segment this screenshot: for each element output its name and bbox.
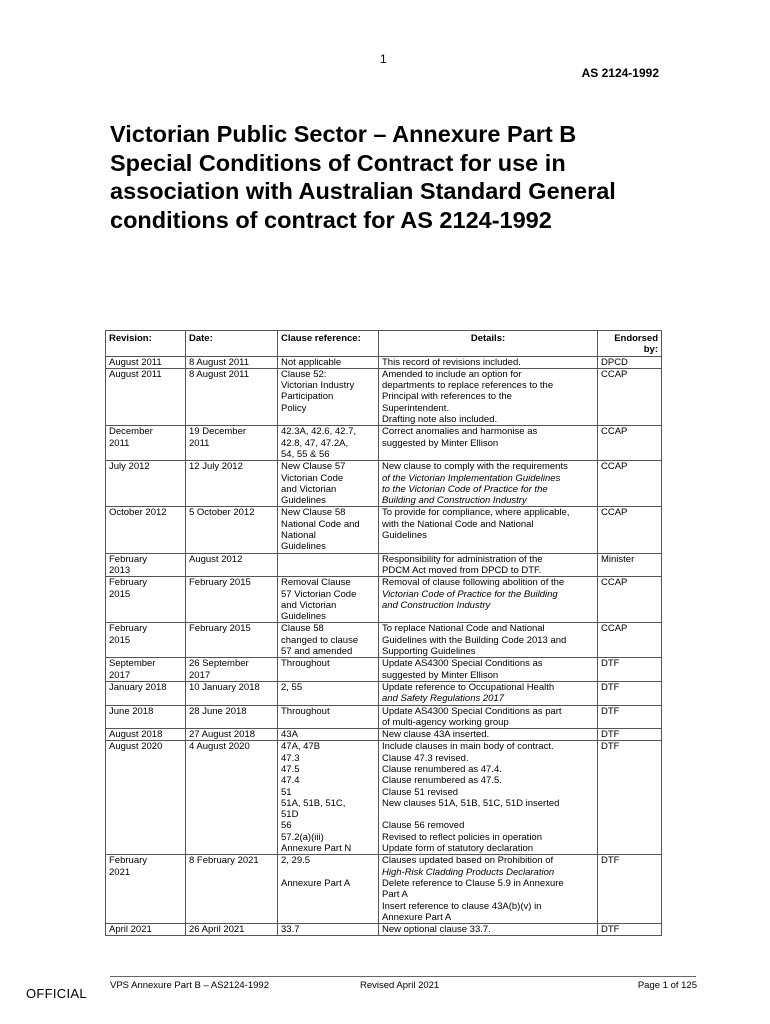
table-row: [106, 368, 662, 425]
cell-line: 42.8, 47, 47.2A,: [281, 437, 349, 449]
cell-line: [281, 867, 375, 878]
cell-line: 2021: [109, 866, 131, 878]
cell-line: Responsibility for administration of the: [382, 553, 543, 565]
cell-line: Clauses updated based on Prohibition of: [382, 855, 554, 867]
cell-line: 2, 55: [281, 681, 303, 693]
cell-line: Building and Construction Industry: [382, 495, 527, 507]
cell-line: 2017: [109, 669, 131, 681]
cell-clause-reference: [278, 623, 379, 658]
cell-line: 47.4: [281, 775, 300, 787]
cell-line: July 2012: [109, 461, 150, 473]
cell-clause-reference: [278, 356, 379, 368]
cell-line: and Safety Regulations 2017: [382, 693, 505, 705]
cell-line: June 2018: [109, 705, 154, 717]
cell-line: February 2015: [189, 577, 251, 589]
cell-line: Update form of statutory declaration: [382, 843, 534, 855]
cell-details: [379, 577, 598, 623]
cell-details: [379, 507, 598, 553]
cell-date: [186, 855, 278, 924]
revision-table: [105, 330, 662, 936]
cell-date: [186, 356, 278, 368]
cell-line: 19 December: [189, 426, 247, 438]
cell-revision: [106, 577, 186, 623]
cell-line: of multi-agency working group: [382, 716, 509, 728]
cell-line: Policy: [281, 402, 307, 414]
cell-line: 27 August 2018: [189, 729, 256, 741]
cell-date: [186, 658, 278, 682]
cell-line: Annexure Part A: [382, 911, 452, 923]
cell-endorsed-by: DTF: [598, 681, 662, 705]
cell-endorsed-by: DTF: [598, 855, 662, 924]
cell-line: 57 Victorian Code: [281, 588, 357, 600]
table-row: [106, 461, 662, 507]
cell-line: To replace National Code and National: [382, 623, 545, 635]
cell-endorsed-by: DTF: [598, 705, 662, 729]
cell-clause-reference: [278, 855, 379, 924]
cell-line: Clause renumbered as 47.4.: [382, 763, 502, 775]
cell-details: [379, 924, 598, 936]
cell-line: Victorian Industry: [281, 380, 355, 392]
cell-line: Supporting Guidelines: [382, 646, 476, 658]
cell-details: [379, 461, 598, 507]
cell-line: Annexure Part A: [281, 877, 351, 889]
cell-line: Not applicable: [281, 356, 342, 368]
cell-line: 12 July 2012: [189, 461, 243, 473]
cell-endorsed-by: CCAP: [598, 426, 662, 461]
cell-date: [186, 681, 278, 705]
cell-line: 4 August 2020: [189, 741, 250, 753]
footer-document-name: VPS Annexure Part B – AS2124-1992: [110, 980, 269, 991]
cell-line: to the Victorian Code of Practice for the: [382, 483, 548, 495]
cell-line: February: [109, 623, 148, 635]
cell-line: Part A: [382, 889, 408, 901]
cell-endorsed-by: DTF: [598, 741, 662, 855]
cell-endorsed-by: DTF: [598, 924, 662, 936]
cell-endorsed-by: DTF: [598, 729, 662, 741]
cell-line: 28 June 2018: [189, 705, 247, 717]
cell-line: Clause 51 revised: [382, 786, 459, 798]
cell-line: Throughout: [281, 705, 330, 717]
cell-line: 51D: [281, 809, 299, 821]
cell-line: New clauses 51A, 51B, 51C, 51D inserted: [382, 797, 560, 809]
cell-line: and Victorian: [281, 483, 337, 495]
header-details: Details:: [379, 331, 598, 357]
cell-line: and Victorian: [281, 599, 337, 611]
cell-clause-reference: [278, 426, 379, 461]
cell-date: [186, 553, 278, 577]
cell-date: [186, 461, 278, 507]
cell-date: [186, 426, 278, 461]
cell-details: [379, 368, 598, 425]
cell-line: suggested by Minter Ellison: [382, 437, 499, 449]
cell-line: 43A: [281, 729, 298, 741]
cell-line: Clause 47.3 revised.: [382, 752, 469, 764]
cell-line: departments to replace references to the: [382, 380, 554, 392]
cell-line: 51A, 51B, 51C,: [281, 797, 346, 809]
cell-line: PDCM Act moved from DPCD to DTF.: [382, 564, 542, 576]
cell-line: 2011: [189, 437, 210, 449]
cell-line: 8 February 2021: [189, 855, 259, 867]
cell-line: 2013: [109, 564, 131, 576]
cell-line: Amended to include an option for: [382, 368, 522, 380]
cell-details: [379, 623, 598, 658]
table-row: [106, 729, 662, 741]
document-code: AS 2124-1992: [581, 66, 659, 80]
cell-line: suggested by Minter Ellison: [382, 669, 499, 681]
cell-line: August 2012: [189, 553, 243, 565]
table-row: [106, 855, 662, 924]
cell-details: [379, 356, 598, 368]
cell-line: National Code and: [281, 518, 360, 530]
cell-details: [379, 426, 598, 461]
table-row: [106, 553, 662, 577]
cell-line: Principal with references to the: [382, 391, 512, 403]
cell-endorsed-by: CCAP: [598, 507, 662, 553]
cell-revision: [106, 741, 186, 855]
cell-revision: [106, 368, 186, 425]
cell-line: 47.3: [281, 752, 300, 764]
cell-line: 57 and amended: [281, 646, 353, 658]
cell-endorsed-by: Minister: [598, 553, 662, 577]
cell-clause-reference: [278, 705, 379, 729]
cell-endorsed-by: CCAP: [598, 623, 662, 658]
cell-line: August 2020: [109, 741, 163, 753]
cell-line: 2015: [109, 588, 131, 600]
cell-line: Clause 52:: [281, 368, 327, 380]
cell-line: Removal Clause: [281, 577, 351, 589]
cell-details: [379, 741, 598, 855]
cell-endorsed-by: DPCD: [598, 356, 662, 368]
cell-line: National: [281, 530, 316, 542]
cell-line: August 2011: [109, 368, 162, 380]
cell-line: 33.7: [281, 924, 300, 936]
cell-line: Include clauses in main body of contract.: [382, 741, 554, 753]
cell-details: [379, 705, 598, 729]
cell-details: [379, 658, 598, 682]
cell-endorsed-by: DTF: [598, 658, 662, 682]
cell-line: Correct anomalies and harmonise as: [382, 426, 538, 438]
cell-line: of the Victorian Implementation Guidelines: [382, 472, 561, 484]
cell-line: Guidelines with the Building Code 2013 and: [382, 634, 567, 646]
table-row: [106, 658, 662, 682]
cell-date: [186, 368, 278, 425]
cell-revision: [106, 507, 186, 553]
cell-revision: [106, 855, 186, 924]
footer-page-count: Page 1 of 125: [637, 980, 697, 991]
cell-date: [186, 741, 278, 855]
cell-line: October 2012: [109, 507, 167, 519]
cell-line: 47.5: [281, 763, 300, 775]
cell-clause-reference: [278, 577, 379, 623]
cell-line: This record of revisions included.: [382, 356, 521, 368]
cell-clause-reference: [278, 741, 379, 855]
cell-revision: [106, 356, 186, 368]
cell-line: Delete reference to Clause 5.9 in Annexure: [382, 877, 564, 889]
cell-line: 56: [281, 820, 292, 832]
cell-line: New optional clause 33.7.: [382, 924, 491, 936]
cell-line: New clause to comply with the requirements: [382, 461, 568, 473]
cell-line: Victorian Code: [281, 472, 344, 484]
cell-line: changed to clause: [281, 634, 359, 646]
cell-line: Clause 56 removed: [382, 820, 465, 832]
cell-line: December: [109, 426, 153, 438]
cell-details: [379, 855, 598, 924]
cell-line: 10 January 2018: [189, 681, 260, 693]
cell-revision: [106, 658, 186, 682]
table-row: [106, 924, 662, 936]
cell-line: 5 October 2012: [189, 507, 255, 519]
cell-line: Guidelines: [382, 530, 427, 542]
cell-line: Annexure Part N: [281, 843, 352, 855]
cell-line: February: [109, 553, 148, 565]
cell-date: [186, 705, 278, 729]
header-date: Date:: [186, 331, 278, 357]
cell-line: New Clause 58: [281, 507, 346, 519]
cell-clause-reference: [278, 681, 379, 705]
cell-date: [186, 729, 278, 741]
cell-line: Update AS4300 Special Conditions as part: [382, 705, 562, 717]
cell-line: August 2011: [109, 356, 162, 368]
cell-line: September: [109, 658, 156, 670]
cell-date: [186, 577, 278, 623]
cell-revision: [106, 924, 186, 936]
cell-line: 8 August 2011: [189, 368, 250, 380]
cell-line: Update AS4300 Special Conditions as: [382, 658, 543, 670]
security-classification: OFFICIAL: [26, 986, 87, 1001]
cell-line: Participation: [281, 391, 334, 403]
cell-line: Guidelines: [281, 495, 326, 507]
cell-line: 2015: [109, 634, 131, 646]
cell-endorsed-by: CCAP: [598, 368, 662, 425]
cell-date: [186, 507, 278, 553]
cell-clause-reference: [278, 658, 379, 682]
cell-line: New clause 43A inserted.: [382, 729, 490, 741]
cell-clause-reference: [278, 924, 379, 936]
cell-line: Revised to reflect policies in operation: [382, 831, 543, 843]
cell-clause-reference: [278, 368, 379, 425]
table-row: [106, 705, 662, 729]
footer-divider: [110, 976, 696, 977]
table-row: [106, 507, 662, 553]
cell-revision: [106, 729, 186, 741]
table-row: [106, 426, 662, 461]
page-number: 1: [380, 52, 387, 66]
cell-revision: [106, 681, 186, 705]
cell-line: with the National Code and National: [382, 518, 534, 530]
table-row: [106, 577, 662, 623]
cell-line: Clause renumbered as 47.5.: [382, 775, 502, 787]
cell-details: [379, 729, 598, 741]
cell-line: Guidelines: [281, 541, 326, 553]
cell-revision: [106, 426, 186, 461]
table-header-row: [106, 331, 662, 357]
cell-line: Update reference to Occupational Health: [382, 681, 555, 693]
table-row: [106, 681, 662, 705]
cell-revision: [106, 553, 186, 577]
cell-line: 54, 55 & 56: [281, 448, 330, 460]
cell-line: Drafting note also included.: [382, 414, 498, 426]
cell-line: 42.3A, 42.6, 42.7,: [281, 426, 357, 438]
cell-line: August 2018: [109, 729, 163, 741]
table-body: [106, 356, 662, 936]
cell-line: Insert reference to clause 43A(b)(v) in: [382, 900, 542, 912]
cell-line: and Construction Industry: [382, 599, 491, 611]
cell-line: Victorian Code of Practice for the Building: [382, 588, 558, 600]
header-endorsed-by: Endorsed by:: [598, 331, 662, 357]
cell-line: New Clause 57: [281, 461, 346, 473]
cell-date: [186, 623, 278, 658]
cell-line: February: [109, 855, 148, 867]
cell-clause-reference: [278, 461, 379, 507]
cell-line: Removal of clause following abolition of the: [382, 577, 565, 589]
cell-details: [379, 553, 598, 577]
cell-revision: [106, 705, 186, 729]
cell-line: Superintendent.: [382, 402, 450, 414]
table-row: [106, 356, 662, 368]
cell-line: Throughout: [281, 658, 330, 670]
header-revision: Revision:: [106, 331, 186, 357]
cell-date: [186, 924, 278, 936]
cell-line: 2, 29.5: [281, 855, 311, 867]
cell-line: 2011: [109, 437, 130, 449]
table-row: [106, 623, 662, 658]
cell-endorsed-by: CCAP: [598, 461, 662, 507]
cell-revision: [106, 461, 186, 507]
cell-revision: [106, 623, 186, 658]
header-clause-reference: Clause reference:: [278, 331, 379, 357]
cell-line: April 2021: [109, 924, 152, 936]
cell-line: [382, 809, 594, 820]
cell-line: 51: [281, 786, 292, 798]
table-row: [106, 741, 662, 855]
cell-line: 47A, 47B: [281, 741, 321, 753]
cell-clause-reference: [278, 729, 379, 741]
cell-line: High-Risk Cladding Products Declaration: [382, 866, 555, 878]
cell-line: Guidelines: [281, 611, 326, 623]
document-title: Victorian Public Sector – Annexure Part B Special Conditions of Contract for use in association with Australian Standard General conditions of contract for AS 2124-1992: [110, 121, 616, 233]
cell-line: 8 August 2011: [189, 356, 250, 368]
cell-line: 2017: [189, 669, 211, 681]
cell-line: February 2015: [189, 623, 251, 635]
footer-revision-date: Revised April 2021: [360, 980, 440, 991]
cell-clause-reference: [278, 507, 379, 553]
cell-details: [379, 681, 598, 705]
cell-line: February: [109, 577, 148, 589]
cell-line: 26 September: [189, 658, 249, 670]
cell-line: Clause 58: [281, 623, 324, 635]
cell-line: 57.2(a)(iii): [281, 831, 324, 843]
cell-clause-reference: [278, 553, 379, 577]
cell-line: 26 April 2021: [189, 924, 245, 936]
cell-line: To provide for compliance, where applicable,: [382, 507, 570, 519]
cell-endorsed-by: CCAP: [598, 577, 662, 623]
cell-line: January 2018: [109, 681, 167, 693]
